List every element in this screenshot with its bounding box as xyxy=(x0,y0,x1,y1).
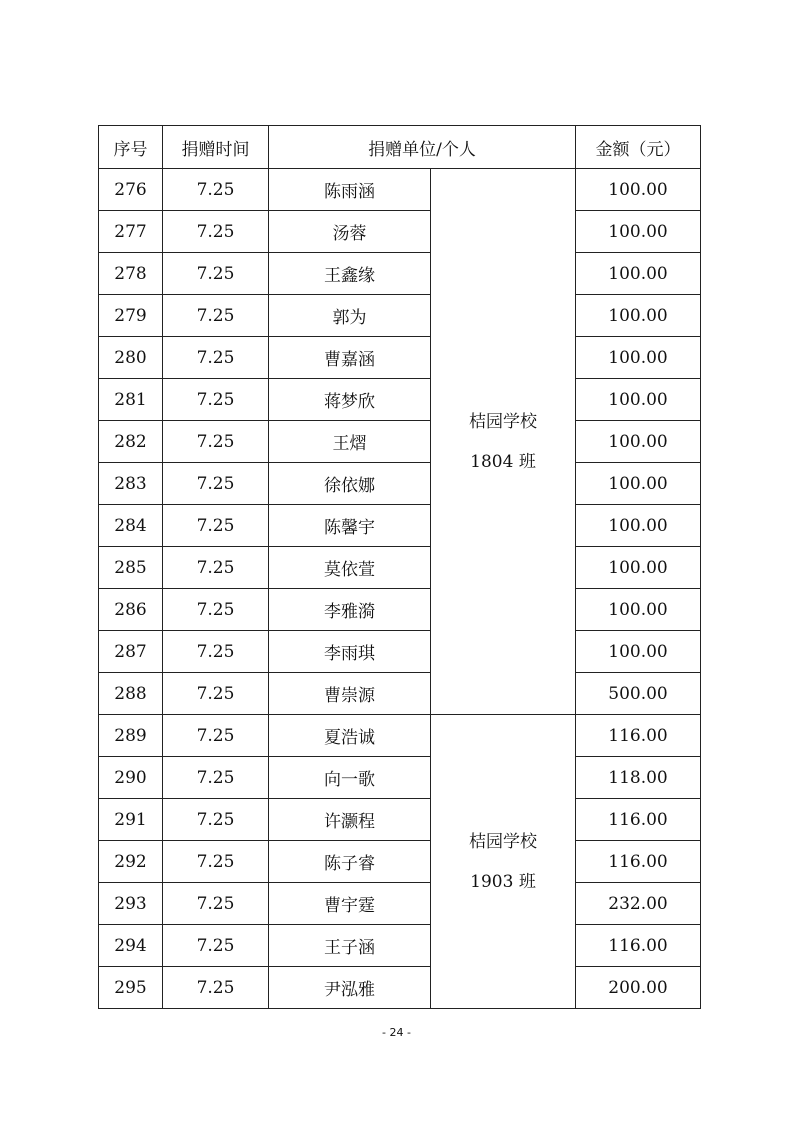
time-cell: 7.25 xyxy=(163,631,269,673)
header-row xyxy=(99,126,701,169)
amount-cell: 100.00 xyxy=(576,211,701,253)
header-donor: 捐赠单位/个人 xyxy=(269,126,576,169)
time-cell: 7.25 xyxy=(163,295,269,337)
seq-cell: 285 xyxy=(99,547,163,589)
amount-cell: 100.00 xyxy=(576,463,701,505)
seq-cell: 288 xyxy=(99,673,163,715)
seq-cell: 284 xyxy=(99,505,163,547)
donor-name-cell: 曹崇源 xyxy=(269,673,431,715)
table-row xyxy=(99,589,701,631)
table-row xyxy=(99,841,701,883)
donor-name-cell: 蒋梦欣 xyxy=(269,379,431,421)
seq-cell: 293 xyxy=(99,883,163,925)
donor-name-cell: 王熠 xyxy=(269,421,431,463)
donor-unit-school: 桔园学校 xyxy=(469,411,537,432)
table-row xyxy=(99,673,701,715)
seq-cell: 286 xyxy=(99,589,163,631)
seq-cell: 281 xyxy=(99,379,163,421)
amount-cell: 100.00 xyxy=(576,295,701,337)
time-cell: 7.25 xyxy=(163,505,269,547)
time-cell: 7.25 xyxy=(163,463,269,505)
donor-unit-class: 1903 班 xyxy=(470,871,536,892)
time-cell: 7.25 xyxy=(163,547,269,589)
amount-cell: 100.00 xyxy=(576,421,701,463)
table-row xyxy=(99,925,701,967)
donor-name-cell: 许灏程 xyxy=(269,799,431,841)
seq-cell: 283 xyxy=(99,463,163,505)
donor-unit-class: 1804 班 xyxy=(470,451,536,472)
donor-name-cell: 尹泓雅 xyxy=(269,967,431,1009)
donor-name-cell: 王鑫缘 xyxy=(269,253,431,295)
donor-name-cell: 曹宇霆 xyxy=(269,883,431,925)
header-time: 捐赠时间 xyxy=(163,126,269,169)
amount-cell: 116.00 xyxy=(576,715,701,757)
amount-cell: 232.00 xyxy=(576,883,701,925)
time-cell: 7.25 xyxy=(163,799,269,841)
seq-cell: 279 xyxy=(99,295,163,337)
time-cell: 7.25 xyxy=(163,379,269,421)
amount-cell: 116.00 xyxy=(576,841,701,883)
table-row xyxy=(99,967,701,1009)
donor-name-cell: 陈馨宇 xyxy=(269,505,431,547)
seq-cell: 292 xyxy=(99,841,163,883)
amount-cell: 116.00 xyxy=(576,799,701,841)
donor-name-cell: 王子涵 xyxy=(269,925,431,967)
amount-cell: 100.00 xyxy=(576,253,701,295)
table-row xyxy=(99,169,701,211)
donor-name-cell: 曹嘉涵 xyxy=(269,337,431,379)
table-row xyxy=(99,547,701,589)
time-cell: 7.25 xyxy=(163,253,269,295)
table-row xyxy=(99,211,701,253)
seq-cell: 280 xyxy=(99,337,163,379)
donor-name-cell: 汤蓉 xyxy=(269,211,431,253)
amount-cell: 118.00 xyxy=(576,757,701,799)
donor-name-cell: 夏浩诚 xyxy=(269,715,431,757)
time-cell: 7.25 xyxy=(163,421,269,463)
amount-cell: 100.00 xyxy=(576,589,701,631)
seq-cell: 291 xyxy=(99,799,163,841)
table-row xyxy=(99,379,701,421)
donor-name-cell: 李雅漪 xyxy=(269,589,431,631)
seq-cell: 278 xyxy=(99,253,163,295)
amount-cell: 200.00 xyxy=(576,967,701,1009)
table-row xyxy=(99,253,701,295)
donor-unit-cell xyxy=(431,715,576,1009)
table-row xyxy=(99,505,701,547)
donor-name-cell: 李雨琪 xyxy=(269,631,431,673)
time-cell: 7.25 xyxy=(163,337,269,379)
donor-name-cell: 莫依萱 xyxy=(269,547,431,589)
table-row xyxy=(99,295,701,337)
amount-cell: 100.00 xyxy=(576,505,701,547)
amount-cell: 116.00 xyxy=(576,925,701,967)
amount-cell: 100.00 xyxy=(576,169,701,211)
time-cell: 7.25 xyxy=(163,169,269,211)
amount-cell: 100.00 xyxy=(576,547,701,589)
seq-cell: 287 xyxy=(99,631,163,673)
header-amount: 金额（元） xyxy=(576,126,701,169)
time-cell: 7.25 xyxy=(163,925,269,967)
amount-cell: 500.00 xyxy=(576,673,701,715)
time-cell: 7.25 xyxy=(163,715,269,757)
donation-table xyxy=(98,125,701,1009)
time-cell: 7.25 xyxy=(163,883,269,925)
table-row xyxy=(99,757,701,799)
seq-cell: 290 xyxy=(99,757,163,799)
table-row xyxy=(99,463,701,505)
donor-name-cell: 向一歌 xyxy=(269,757,431,799)
table-row xyxy=(99,715,701,757)
donor-unit-school: 桔园学校 xyxy=(469,831,537,852)
seq-cell: 289 xyxy=(99,715,163,757)
seq-cell: 294 xyxy=(99,925,163,967)
donor-unit-cell xyxy=(431,169,576,715)
table-row xyxy=(99,631,701,673)
seq-cell: 295 xyxy=(99,967,163,1009)
seq-cell: 276 xyxy=(99,169,163,211)
time-cell: 7.25 xyxy=(163,673,269,715)
donor-name-cell: 陈雨涵 xyxy=(269,169,431,211)
time-cell: 7.25 xyxy=(163,967,269,1009)
donor-name-cell: 徐依娜 xyxy=(269,463,431,505)
time-cell: 7.25 xyxy=(163,757,269,799)
amount-cell: 100.00 xyxy=(576,631,701,673)
table-row xyxy=(99,337,701,379)
time-cell: 7.25 xyxy=(163,589,269,631)
header-seq: 序号 xyxy=(99,126,163,169)
page-number: - 24 - xyxy=(382,1026,411,1039)
amount-cell: 100.00 xyxy=(576,337,701,379)
amount-cell: 100.00 xyxy=(576,379,701,421)
time-cell: 7.25 xyxy=(163,211,269,253)
table-row xyxy=(99,883,701,925)
donor-name-cell: 陈子睿 xyxy=(269,841,431,883)
table-row xyxy=(99,799,701,841)
seq-cell: 282 xyxy=(99,421,163,463)
donor-name-cell: 郭为 xyxy=(269,295,431,337)
time-cell: 7.25 xyxy=(163,841,269,883)
table-row xyxy=(99,421,701,463)
seq-cell: 277 xyxy=(99,211,163,253)
